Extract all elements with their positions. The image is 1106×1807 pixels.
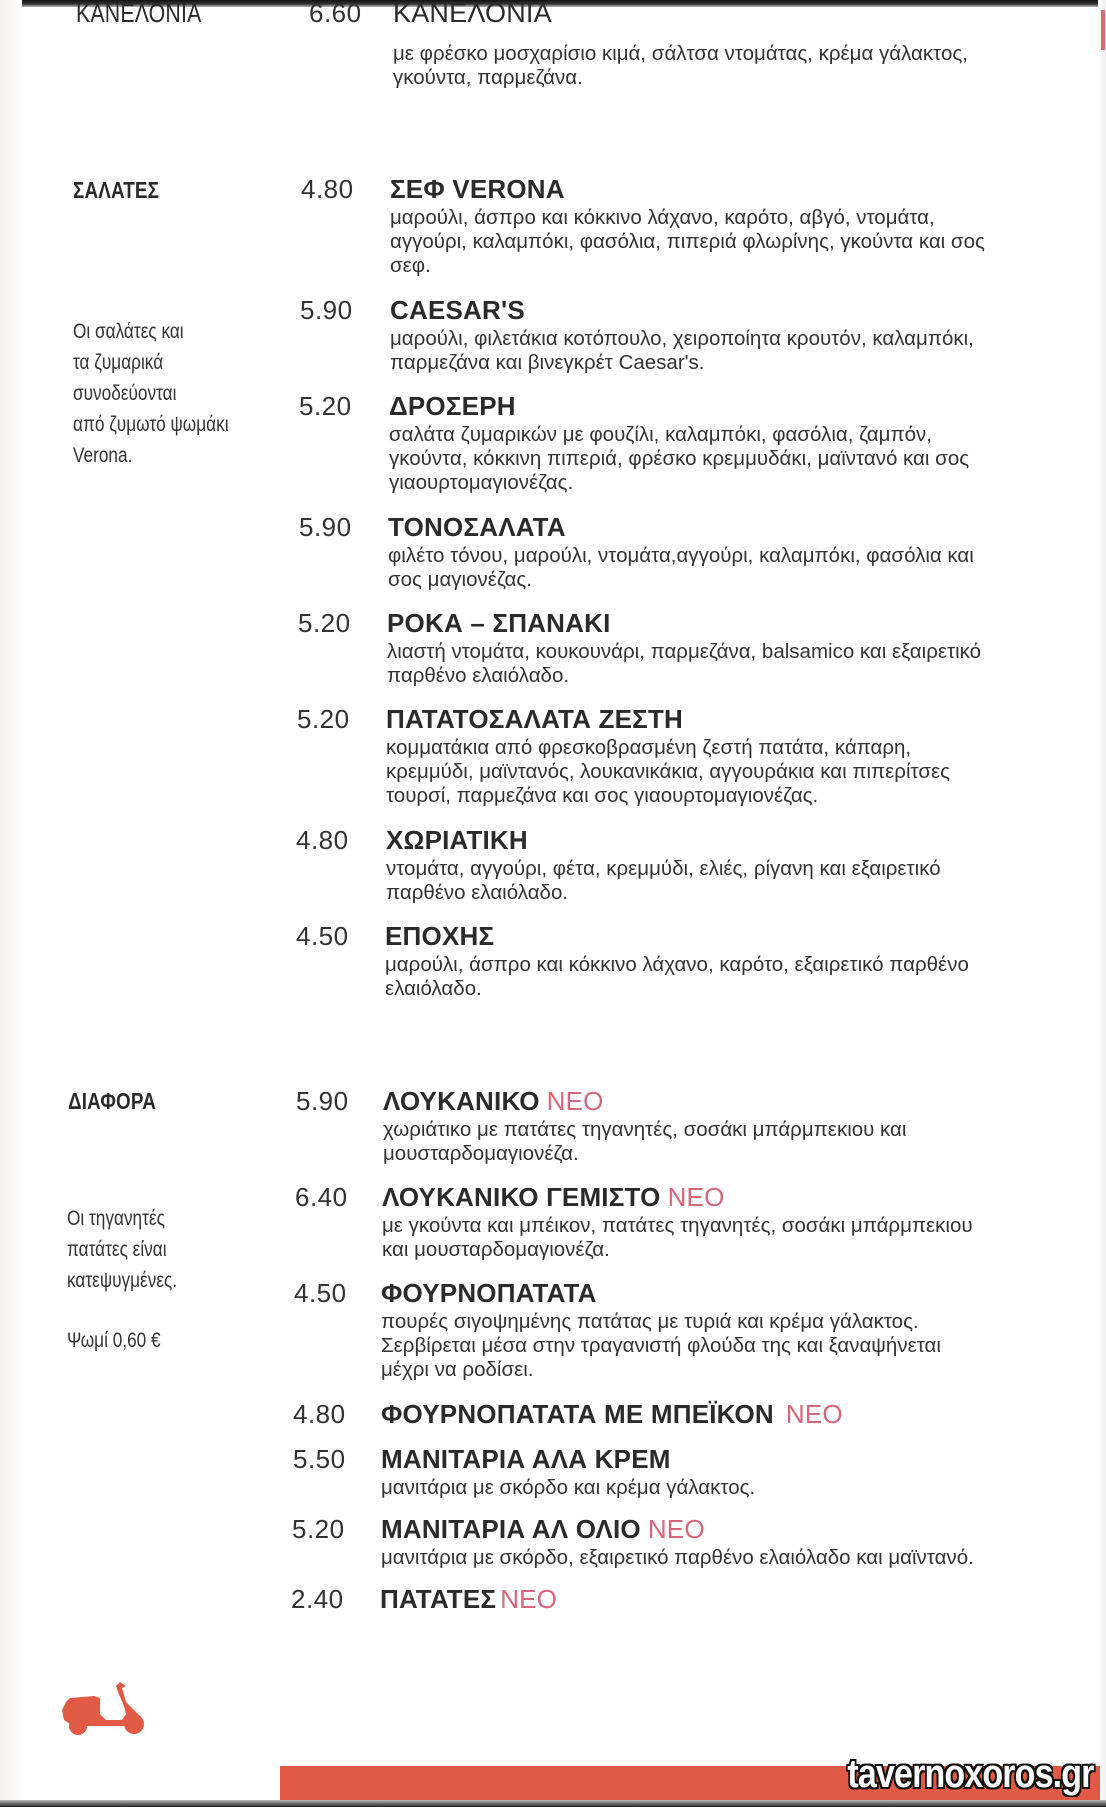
item-title: ΕΠΟΧΗΣ	[385, 921, 495, 951]
new-badge: ΝΕΟ	[647, 1514, 705, 1544]
item-price: 5.50	[293, 1444, 346, 1474]
new-badge: ΝΕΟ	[667, 1182, 725, 1212]
item-description: μανιτάρια με σκόρδο, εξαιρετικό παρθένο ελαιόλαδο και μαϊντανό.	[381, 1546, 974, 1569]
item-price: 5.20	[299, 391, 352, 421]
item-price: 4.50	[296, 921, 349, 951]
item-title: CAESAR'S	[390, 295, 525, 325]
item-description: μαρούλι, φιλετάκια κοτόπουλο, χειροποίητα κρουτόν, καλαμπόκι, παρμεζάνα και βινεγκρέτ Caesar's.	[390, 327, 974, 374]
item-title	[381, 1399, 843, 1430]
item-description: χωριάτικο με πατάτες τηγανητές, σοσάκι μπάρμπεκιου και μουσταρδομαγιονέζα.	[383, 1118, 907, 1165]
item-price: 5.90	[299, 512, 352, 542]
new-badge: ΝΕΟ	[546, 1086, 604, 1116]
item-title-text: ΦΟΥΡΝΟΠΑΤΑΤΑ	[381, 1278, 597, 1308]
item-title	[382, 1182, 725, 1213]
item-title	[381, 1514, 705, 1545]
item-price: 4.80	[301, 174, 354, 204]
item-title-text: ΜΑΝΙΤΑΡΙΑ ΑΛ ΟΛΙΟ	[381, 1514, 641, 1544]
item-title-text: ΛΟΥΚΑΝΙΚΟ	[383, 1086, 540, 1116]
item-description: φιλέτο τόνου, μαρούλι, ντομάτα,αγγούρι, καλαμπόκι, φασόλια και σος μαγιονέζας.	[388, 544, 974, 591]
item-price: 4.50	[294, 1278, 347, 1308]
item-price: 6.40	[295, 1182, 348, 1212]
bread-price-note: Ψωμί 0,60 €	[67, 1329, 161, 1352]
item-price: 5.90	[296, 1086, 349, 1116]
item-title	[381, 1278, 597, 1309]
item-title: ΣΕΦ VERONA	[390, 174, 565, 204]
item-price: 5.90	[300, 295, 353, 325]
item-price: 5.20	[297, 704, 350, 734]
item-title	[380, 1584, 557, 1615]
item-description: σαλάτα ζυμαρικών με φουζίλι, καλαμπόκι, φασόλια, ζαμπόν, γκούντα, κόκκινη πιπεριά, φρέσκο κρεμμυδάκι, μαϊντανό και σος γιαουρτομαγιονέζας.	[389, 423, 970, 494]
item-title-text: ΦΟΥΡΝΟΠΑΤΑΤΑ ΜΕ ΜΠΕΪΚΟΝ	[381, 1399, 774, 1429]
section-note: Οι σαλάτες και τα ζυμαρικά συνοδεύονται από ζυμωτό ψωμάκι Verona.	[73, 320, 229, 467]
item-price: 5.20	[298, 608, 351, 638]
item-description: με φρέσκο μοσχαρίσιο κιμά, σάλτσα ντομάτας, κρέμα γάλακτος, γκούντα, παρμεζάνα.	[393, 42, 968, 89]
section-label: ΣΑΛΑΤΕΣ	[73, 177, 160, 203]
new-badge: ΝΕΟ	[785, 1399, 843, 1429]
item-description: ντομάτα, αγγούρι, φέτα, κρεμμύδι, ελιές, ρίγανη και εξαιρετικό παρθένο ελαιόλαδο.	[386, 857, 941, 904]
item-description: μανιτάρια με σκόρδο και κρέμα γάλακτος.	[381, 1476, 756, 1499]
section-label-kanelonia: ΚΑΝΕΛΟΝΙΑ	[76, 0, 202, 28]
item-title-text: ΠΑΤΑΤΕΣ	[380, 1584, 497, 1614]
item-title	[383, 1086, 604, 1117]
scooter-icon	[60, 1680, 152, 1736]
item-description: μαρούλι, άσπρο και κόκκινο λάχανο, καρότο, αβγό, ντομάτα, αγγούρι, καλαμπόκι, φασόλια, πιπεριά φλωρίνης, γκούντα και σος σεφ.	[390, 206, 985, 277]
scan-left-edge	[0, 0, 22, 1807]
item-title: ΧΩΡΙΑΤΙΚΗ	[386, 825, 528, 855]
item-price: 6.60	[309, 0, 362, 28]
item-title: ΔΡΟΣΕΡΗ	[389, 391, 516, 421]
item-description: με γκούντα και μπέικον, πατάτες τηγανητές, σοσάκι μπάρμπεκιου και μουσταρδομαγιονέζα.	[382, 1214, 973, 1261]
item-title: ΤΟΝΟΣΑΛΑΤΑ	[388, 512, 566, 542]
item-title: ΠΑΤΑΤΟΣΑΛΑΤΑ ΖΕΣΤΗ	[386, 704, 683, 734]
watermark: tavernoxoros.gr	[847, 1752, 1094, 1796]
item-description: κομματάκια από φρεσκοβρασμένη ζεστή πατάτα, κάπαρη, κρεμμύδι, μαϊντανός, λουκανικάκια, αγγουράκια και πιπερίτσες τουρσί, παρμεζάνα και σος γιαουρτομαγιονέζας.	[386, 736, 951, 807]
item-title-text: ΜΑΝΙΤΑΡΙΑ ΑΛΑ ΚΡΕΜ	[381, 1444, 671, 1474]
item-price: 2.40	[291, 1584, 344, 1614]
item-title	[381, 1444, 671, 1475]
page-tab-marker	[1101, 10, 1105, 50]
scan-right-edge	[1098, 0, 1106, 1807]
item-title: ΚΑΝΕΛΟΝΙΑ	[393, 0, 552, 28]
section-note: Οι τηγανητές πατάτες είναι κατεψυγμένες.	[67, 1207, 178, 1292]
item-price: 4.80	[293, 1399, 346, 1429]
item-price: 5.20	[292, 1514, 345, 1544]
item-title: ΡΟΚΑ – ΣΠΑΝΑΚΙ	[387, 608, 611, 638]
scan-bottom-edge	[0, 1800, 1106, 1807]
item-description: λιαστή ντομάτα, κουκουνάρι, παρμεζάνα, balsamico και εξαιρετικό παρθένο ελαιόλαδο.	[387, 640, 982, 687]
section-label: ΔΙΑΦΟΡΑ	[68, 1088, 157, 1114]
new-badge: ΝΕΟ	[500, 1584, 558, 1614]
item-description: πουρές σιγοψημένης πατάτας με τυριά και κρέμα γάλακτος. Σερβίρεται μέσα στην τραγανιστή φλούδα της και ξαναψήνεται μέχρι να ροδίσει.	[381, 1310, 941, 1381]
item-title-text: ΛΟΥΚΑΝΙΚΟ ΓΕΜΙΣΤΟ	[382, 1182, 661, 1212]
item-description: μαρούλι, άσπρο και κόκκινο λάχανο, καρότο, εξαιρετικό παρθένο ελαιόλαδο.	[385, 953, 969, 1000]
item-price: 4.80	[296, 825, 349, 855]
